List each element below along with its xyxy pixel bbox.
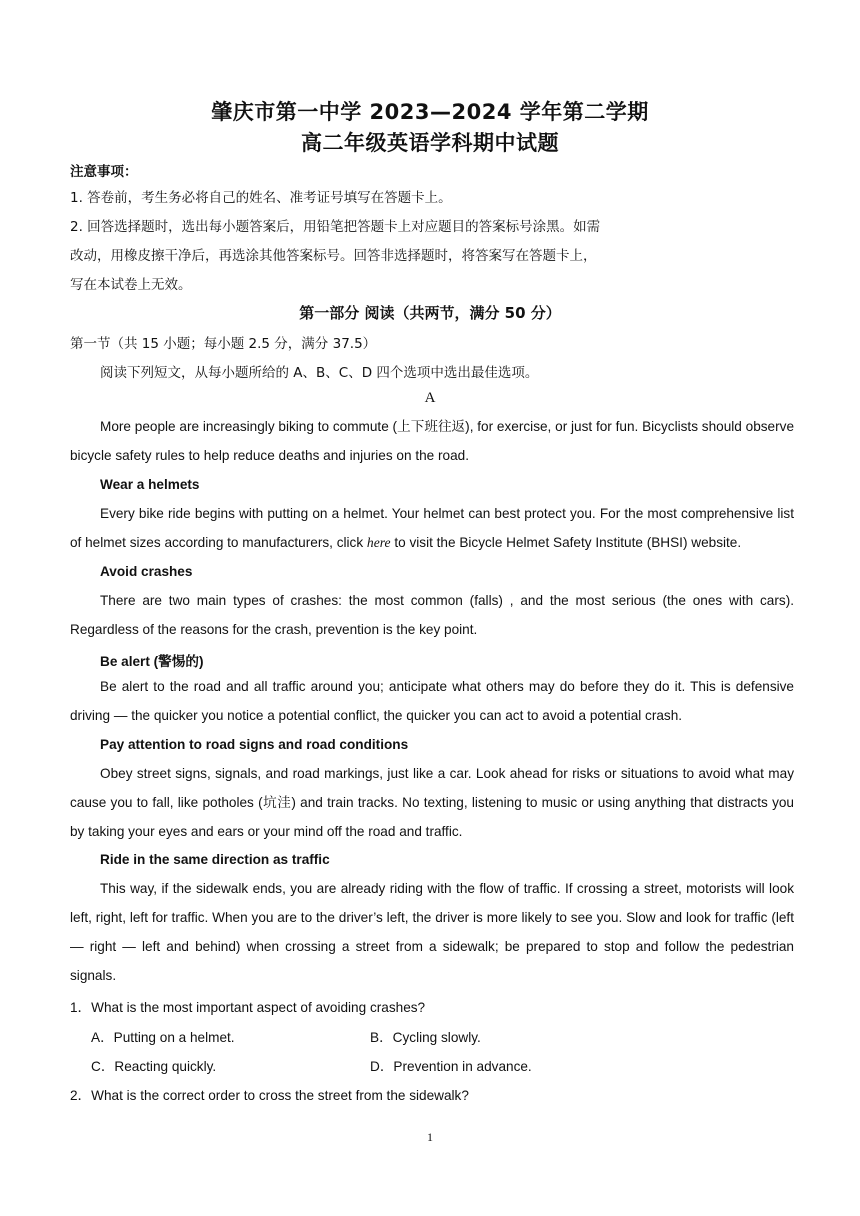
passage-letter: A [424,390,436,406]
page-number: 1 [427,1130,433,1144]
subheading-same-direction: Ride in the same direction as traffic [100,852,330,867]
paragraph-be-alert: Be alert to the road and all traffic around you; anticipate what others may do before they do it. This is defensive driving — the quicker you notice a potential conflict, the quicker you can act to avoid a potential crash. [70,679,794,723]
question-1-option-c: C．Reacting quickly. [91,1059,217,1074]
subheading-be-alert: Be alert (警惕的) [100,654,204,669]
paragraph-helmet-text-2: to visit the Bicycle Helmet Safety Institute (BHSI) website. [390,535,742,550]
paragraph-avoid-crashes: There are two main types of crashes: the most common (falls) , and the most serious (the ones with cars). Regardless of the reasons for the crash, prevention is the key point. [70,593,794,637]
note-2-line3: 写在本试卷上无效。 [70,277,192,293]
note-2-line2: 改动，用橡皮擦干净后，再选涂其他答案标号。回答非选择题时，将答案写在答题卡上， [70,248,597,264]
part-title: 第一部分 阅读（共两节，满分 50 分） [299,304,561,322]
question-1-stem: 1．What is the most important aspect of avoiding crashes? [70,1000,426,1015]
subheading-road-signs: Pay attention to road signs and road conditions [100,737,409,752]
question-1-option-b: B．Cycling slowly. [370,1030,481,1045]
section-instruction: 阅读下列短文，从每小题所给的 A、B、C、D 四个选项中选出最佳选项。 [100,365,539,381]
exam-title-line1: 肇庆市第一中学 2023—2024 学年第二学期 [211,100,649,124]
paragraph-road-signs: Obey street signs, signals, and road markings, just like a car. Look ahead for risks or situations to avoid what may cause you to fall, like potholes (坑洼) and train tracks. No texting, listening to music or using anything that distracts you by taking your eyes and ears or your mind off the road and traffic. [70,766,794,839]
question-2-stem: 2．What is the correct order to cross the street from the sidewalk? [70,1088,469,1103]
note-1: 1. 答卷前，考生务必将自己的姓名、准考证号填写在答题卡上。 [70,190,452,206]
question-1-option-d: D．Prevention in advance. [370,1059,532,1074]
here-link[interactable]: here [366,535,391,550]
subheading-helmet: Wear a helmets [100,477,200,492]
exam-title-line2: 高二年级英语学科期中试题 [301,131,559,155]
question-1-option-a: A．Putting on a helmet. [91,1030,235,1045]
notes-heading: 注意事项： [70,164,138,180]
paragraph-helmet-text-1: Every bike ride begins with putting on a helmet. Your helmet can best protect you. For the most comprehensive list of helmet sizes according to manufacturers, click [70,506,794,550]
subheading-avoid-crashes: Avoid crashes [100,564,193,579]
section-1-heading: 第一节（共 15 小题；每小题 2.5 分，满分 37.5） [70,336,377,352]
passage-intro: More people are increasingly biking to commute (上下班往返), for exercise, or just for fun. Bicyclists should observe bicycle safety rules to help reduce deaths and injuries on the road. [70,419,794,463]
paragraph-helmet [70,499,794,557]
paragraph-same-direction: This way, if the sidewalk ends, you are already riding with the flow of traffic. If crossing a street, motorists will look left, right, left for traffic. When you are to the driver’s left, the driver is more likely to see you. Slow and look for traffic (left — right — left and behind) when crossing a street from a sidewalk; be prepared to stop and follow the pedestrian signals. [70,881,794,983]
note-2-line1: 2. 回答选择题时，选出每小题答案后，用铅笔把答题卡上对应题目的答案标号涂黑。如需 [70,219,601,235]
